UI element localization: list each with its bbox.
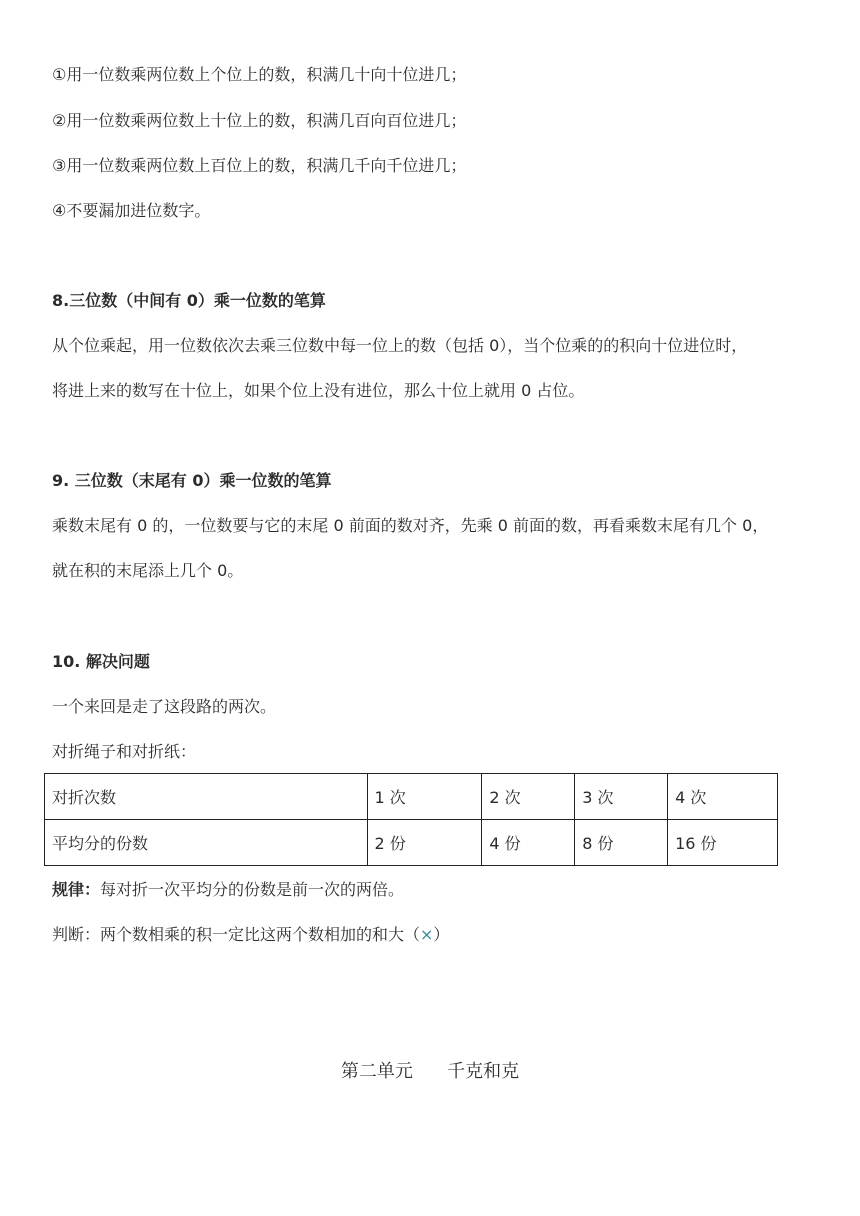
step-4: ④不要漏加进位数字。 (52, 201, 211, 220)
section-8-line-2: 将进上来的数写在十位上，如果个位上没有进位，那么十位上就用 0 占位。 (52, 381, 585, 400)
judge-suffix: ） (433, 925, 450, 944)
table-row (45, 774, 778, 820)
table-cell: 4 份 (482, 820, 575, 866)
section-10-line-1: 一个来回是走了这段路的两次。 (52, 697, 277, 716)
table-cell: 4 次 (668, 774, 778, 820)
fold-table (44, 773, 778, 866)
table-cell: 2 份 (367, 820, 482, 866)
step-2: ②用一位数乘两位数上十位上的数，积满几百向百位进几； (52, 111, 467, 130)
table-cell: 8 份 (575, 820, 668, 866)
section-9-line-1: 乘数末尾有 0 的，一位数要与它的末尾 0 前面的数对齐，先乘 0 前面的数，再看乘数末尾有几个 0， (52, 516, 769, 535)
rule-label: 规律： (52, 880, 101, 899)
table-cell: 3 次 (575, 774, 668, 820)
judge-line (52, 924, 449, 946)
step-1: ①用一位数乘两位数上个位上的数，积满几十向十位进几； (52, 65, 467, 84)
section-9-heading: 9. 三位数（末尾有 0）乘一位数的笔算 (52, 471, 332, 490)
section-10-heading: 10. 解决问题 (52, 652, 150, 671)
rule-text: 每对折一次平均分的份数是前一次的两倍。 (100, 880, 405, 899)
section-9-line-2: 就在积的末尾添上几个 0。 (52, 561, 244, 580)
table-cell: 2 次 (482, 774, 575, 820)
table-cell: 对折次数 (45, 774, 368, 820)
table-cell: 16 份 (668, 820, 778, 866)
step-3: ③用一位数乘两位数上百位上的数，积满几千向千位进几； (52, 156, 467, 175)
judge-prefix: 判断：两个数相乘的积一定比这两个数相加的和大（ (52, 925, 421, 944)
judge-answer: × (420, 925, 434, 944)
section-8-heading: 8.三位数（中间有 0）乘一位数的笔算 (52, 291, 326, 310)
table-cell: 1 次 (367, 774, 482, 820)
section-8-line-1: 从个位乘起，用一位数依次去乘三位数中每一位上的数（包括 0），当个位乘的的积向十位进位时， (52, 336, 748, 355)
table-row (45, 820, 778, 866)
section-10-line-2: 对折绳子和对折纸： (52, 742, 197, 761)
table-cell: 平均分的份数 (45, 820, 368, 866)
rule-line (52, 879, 404, 901)
unit-title: 第二单元 千克和克 (340, 1061, 520, 1082)
